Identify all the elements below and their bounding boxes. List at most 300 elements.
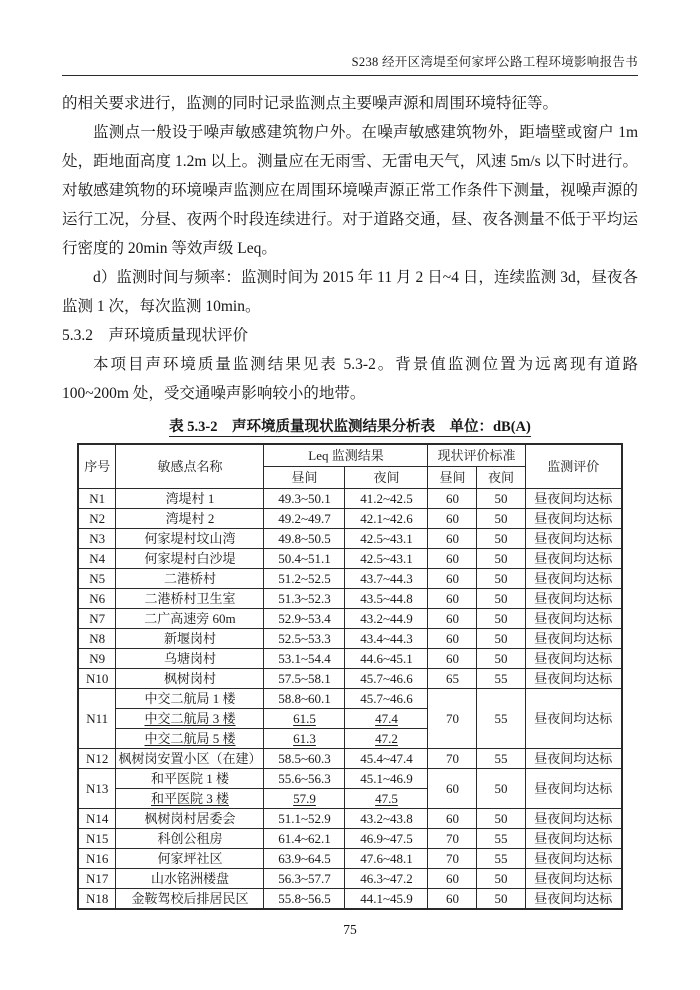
evaluation-cell bbox=[525, 488, 622, 508]
row-seq-cell-text: N3 bbox=[89, 530, 106, 546]
table-row bbox=[78, 828, 622, 848]
table-row bbox=[78, 608, 622, 628]
evaluation-cell bbox=[525, 808, 622, 828]
col-header-seq: 序号 bbox=[78, 444, 116, 488]
evaluation-cell bbox=[525, 548, 622, 568]
leq-day-cell-text: 61.5 bbox=[293, 710, 316, 726]
standard-night-cell bbox=[477, 888, 525, 909]
sensitive-point-cell bbox=[116, 848, 264, 868]
leq-night-cell bbox=[345, 728, 428, 748]
row-seq-cell-text: N1 bbox=[89, 490, 106, 506]
col-header-leq-day: 昼间 bbox=[264, 466, 345, 488]
row-seq-cell bbox=[78, 808, 116, 828]
sensitive-point-cell-text: 科创公租房 bbox=[157, 830, 223, 846]
leq-night-cell-text: 42.1~42.6 bbox=[360, 510, 413, 526]
standard-day-cell bbox=[428, 588, 477, 608]
row-seq-cell-text: N9 bbox=[89, 650, 106, 666]
standard-day-cell bbox=[428, 608, 477, 628]
leq-night-cell-text: 47.5 bbox=[375, 790, 398, 806]
table-row bbox=[78, 748, 622, 768]
standard-day-cell bbox=[428, 488, 477, 508]
evaluation-cell-text: 昼夜间均达标 bbox=[534, 570, 613, 586]
row-seq-cell bbox=[78, 628, 116, 648]
sensitive-point-cell-text: 中交二航局 5 楼 bbox=[144, 730, 236, 746]
sensitive-point-cell-text: 枫树岗村 bbox=[163, 670, 216, 686]
sensitive-point-cell-text: 中交二航局 1 楼 bbox=[144, 690, 236, 706]
sensitive-point-cell-text: 新堰岗村 bbox=[163, 630, 216, 646]
row-seq-cell-text: N12 bbox=[86, 750, 109, 766]
sensitive-point-cell bbox=[116, 628, 264, 648]
table-row bbox=[78, 888, 622, 909]
standard-night-cell-text: 50 bbox=[494, 650, 508, 666]
leq-day-cell-text: 51.2~52.5 bbox=[278, 570, 331, 586]
sensitive-point-cell bbox=[116, 868, 264, 888]
evaluation-cell-text: 昼夜间均达标 bbox=[534, 780, 613, 796]
leq-day-cell-text: 51.1~52.9 bbox=[278, 810, 331, 826]
sensitive-point-cell-text: 湾堤村 2 bbox=[165, 510, 215, 526]
sensitive-point-cell-text: 乌塘岗村 bbox=[163, 650, 216, 666]
sensitive-point-cell bbox=[116, 608, 264, 628]
noise-table-header bbox=[78, 444, 622, 488]
evaluation-cell bbox=[525, 768, 622, 808]
standard-day-cell bbox=[428, 888, 477, 909]
leq-night-cell-text: 46.9~47.5 bbox=[360, 830, 413, 846]
standard-night-cell-text: 50 bbox=[494, 530, 508, 546]
leq-night-cell-text: 42.5~43.1 bbox=[360, 530, 413, 546]
row-seq-cell bbox=[78, 748, 116, 768]
paragraph: 本项目声环境质量监测结果见表 5.3-2。背景值监测位置为远离现有道路 100~200m 处，受交通噪声影响较小的地带。 bbox=[62, 356, 638, 402]
leq-day-cell bbox=[264, 808, 345, 828]
evaluation-cell bbox=[525, 748, 622, 768]
page-number: 75 bbox=[343, 921, 357, 937]
evaluation-cell bbox=[525, 688, 622, 748]
standard-night-cell bbox=[477, 628, 525, 648]
sensitive-point-cell bbox=[116, 808, 264, 828]
sensitive-point-cell-text: 和平医院 1 楼 bbox=[150, 770, 229, 786]
table-row bbox=[78, 628, 622, 648]
noise-table-body bbox=[78, 488, 622, 909]
row-seq-cell-text: N18 bbox=[86, 890, 109, 906]
standard-night-cell bbox=[477, 868, 525, 888]
leq-day-cell bbox=[264, 548, 345, 568]
evaluation-cell bbox=[525, 668, 622, 688]
evaluation-cell-text: 昼夜间均达标 bbox=[534, 530, 613, 546]
leq-night-cell-text: 47.6~48.1 bbox=[360, 850, 413, 866]
row-seq-cell bbox=[78, 568, 116, 588]
sensitive-point-cell-text: 二港桥村 bbox=[163, 570, 216, 586]
standard-day-cell bbox=[428, 808, 477, 828]
sensitive-point-cell bbox=[116, 648, 264, 668]
leq-night-cell bbox=[345, 828, 428, 848]
noise-monitoring-table bbox=[77, 443, 623, 910]
leq-day-cell-text: 53.1~54.4 bbox=[278, 650, 331, 666]
evaluation-cell-text: 昼夜间均达标 bbox=[534, 870, 613, 886]
evaluation-cell-text: 昼夜间均达标 bbox=[534, 630, 613, 646]
leq-day-cell-text: 50.4~51.1 bbox=[278, 550, 331, 566]
row-seq-cell bbox=[78, 668, 116, 688]
leq-day-cell-text: 63.9~64.5 bbox=[278, 850, 331, 866]
table-row bbox=[78, 488, 622, 508]
sensitive-point-cell bbox=[116, 728, 264, 748]
leq-night-cell-text: 43.7~44.3 bbox=[360, 570, 413, 586]
standard-night-cell-text: 55 bbox=[494, 830, 508, 846]
standard-day-cell bbox=[428, 628, 477, 648]
sensitive-point-cell bbox=[116, 888, 264, 909]
sensitive-point-cell-text: 二港桥村卫生室 bbox=[144, 590, 236, 606]
table-row bbox=[78, 648, 622, 668]
evaluation-cell bbox=[525, 528, 622, 548]
standard-night-cell-text: 50 bbox=[494, 890, 508, 906]
standard-day-cell-text: 60 bbox=[445, 890, 459, 906]
leq-day-cell-text: 51.3~52.3 bbox=[278, 590, 331, 606]
body-text bbox=[62, 89, 638, 408]
standard-day-cell-text: 70 bbox=[445, 830, 459, 846]
leq-day-cell bbox=[264, 568, 345, 588]
leq-day-cell-text: 49.8~50.5 bbox=[278, 530, 331, 546]
table-row bbox=[78, 548, 622, 568]
leq-night-cell-text: 47.4 bbox=[375, 710, 398, 726]
standard-day-cell-text: 60 bbox=[445, 650, 459, 666]
leq-night-cell bbox=[345, 788, 428, 808]
standard-night-cell bbox=[477, 488, 525, 508]
leq-day-cell bbox=[264, 528, 345, 548]
row-seq-cell-text: N11 bbox=[86, 710, 109, 726]
standard-night-cell bbox=[477, 528, 525, 548]
row-seq-cell bbox=[78, 648, 116, 668]
standard-day-cell bbox=[428, 868, 477, 888]
table-row bbox=[78, 528, 622, 548]
standard-night-cell-text: 55 bbox=[494, 710, 508, 726]
leq-day-cell bbox=[264, 688, 345, 708]
evaluation-cell bbox=[525, 508, 622, 528]
sensitive-point-cell bbox=[116, 788, 264, 808]
leq-night-cell bbox=[345, 528, 428, 548]
evaluation-cell bbox=[525, 568, 622, 588]
leq-night-cell bbox=[345, 848, 428, 868]
leq-day-cell-text: 58.5~60.3 bbox=[278, 750, 331, 766]
table-row bbox=[78, 508, 622, 528]
row-seq-cell bbox=[78, 688, 116, 748]
evaluation-cell-text: 昼夜间均达标 bbox=[534, 590, 613, 606]
standard-night-cell-text: 55 bbox=[494, 670, 508, 686]
table-row bbox=[78, 688, 622, 708]
standard-day-cell-text: 70 bbox=[445, 710, 459, 726]
leq-day-cell bbox=[264, 768, 345, 788]
leq-night-cell bbox=[345, 768, 428, 788]
leq-day-cell bbox=[264, 628, 345, 648]
sensitive-point-cell bbox=[116, 588, 264, 608]
leq-night-cell-text: 43.2~44.9 bbox=[360, 610, 413, 626]
leq-night-cell-text: 41.2~42.5 bbox=[360, 490, 413, 506]
evaluation-cell-text: 昼夜间均达标 bbox=[534, 830, 613, 846]
evaluation-cell-text: 昼夜间均达标 bbox=[534, 650, 613, 666]
leq-night-cell-text: 45.1~46.9 bbox=[360, 770, 413, 786]
leq-night-cell-text: 47.2 bbox=[375, 730, 398, 746]
col-header-leq-group: Leq 监测结果 bbox=[264, 444, 428, 466]
row-seq-cell-text: N6 bbox=[89, 590, 106, 606]
evaluation-cell bbox=[525, 608, 622, 628]
row-seq-cell bbox=[78, 888, 116, 909]
leq-day-cell bbox=[264, 588, 345, 608]
leq-night-cell bbox=[345, 748, 428, 768]
evaluation-cell-text: 昼夜间均达标 bbox=[534, 890, 613, 906]
sensitive-point-cell-text: 中交二航局 3 楼 bbox=[144, 710, 236, 726]
table-title-text: 表 5.3-2 声环境质量现状监测结果分析表 单位：dB(A) bbox=[169, 419, 531, 435]
header-rule bbox=[62, 75, 638, 76]
running-header bbox=[62, 54, 638, 75]
leq-night-cell-text: 43.4~44.3 bbox=[360, 630, 413, 646]
sensitive-point-cell-text: 金鞍驾校后排居民区 bbox=[131, 890, 249, 906]
leq-night-cell bbox=[345, 708, 428, 728]
col-header-leq-night: 夜间 bbox=[345, 466, 428, 488]
standard-night-cell-text: 50 bbox=[494, 610, 508, 626]
leq-night-cell bbox=[345, 648, 428, 668]
leq-night-cell-text: 46.3~47.2 bbox=[360, 870, 413, 886]
standard-day-cell-text: 60 bbox=[445, 610, 459, 626]
standard-day-cell-text: 60 bbox=[445, 490, 459, 506]
leq-day-cell bbox=[264, 508, 345, 528]
sensitive-point-cell-text: 何家堤村白沙堤 bbox=[144, 550, 236, 566]
row-seq-cell bbox=[78, 768, 116, 808]
leq-night-cell-text: 44.1~45.9 bbox=[360, 890, 413, 906]
table-row bbox=[78, 848, 622, 868]
sensitive-point-cell bbox=[116, 828, 264, 848]
leq-day-cell-text: 52.5~53.3 bbox=[278, 630, 331, 646]
leq-night-cell-text: 44.6~45.1 bbox=[360, 650, 413, 666]
standard-night-cell-text: 50 bbox=[494, 550, 508, 566]
sensitive-point-cell bbox=[116, 748, 264, 768]
paragraph: d）监测时间与频率：监测时间为 2015 年 11 月 2 日~4 日，连续监测 3d，昼夜各监测 1 次，每次监测 10min。 bbox=[62, 269, 638, 315]
leq-night-cell-text: 43.2~43.8 bbox=[360, 810, 413, 826]
standard-night-cell bbox=[477, 828, 525, 848]
leq-day-cell bbox=[264, 748, 345, 768]
evaluation-cell-text: 昼夜间均达标 bbox=[534, 510, 613, 526]
standard-day-cell bbox=[428, 508, 477, 528]
paragraph: 的相关要求进行，监测的同时记录监测点主要噪声源和周围环境特征等。 bbox=[62, 95, 559, 112]
sensitive-point-cell-text: 和平医院 3 楼 bbox=[150, 790, 229, 806]
standard-day-cell-text: 60 bbox=[445, 780, 459, 796]
leq-day-cell bbox=[264, 788, 345, 808]
standard-day-cell-text: 60 bbox=[445, 590, 459, 606]
leq-night-cell bbox=[345, 668, 428, 688]
standard-night-cell-text: 50 bbox=[494, 490, 508, 506]
standard-day-cell-text: 60 bbox=[445, 550, 459, 566]
col-header-name: 敏感点名称 bbox=[116, 444, 264, 488]
leq-day-cell-text: 55.8~56.5 bbox=[278, 890, 331, 906]
header-row-1 bbox=[78, 444, 622, 466]
row-seq-cell-text: N8 bbox=[89, 630, 106, 646]
sensitive-point-cell-text: 山水铭洲楼盘 bbox=[150, 870, 229, 886]
standard-night-cell-text: 50 bbox=[494, 630, 508, 646]
leq-day-cell-text: 57.9 bbox=[293, 790, 316, 806]
evaluation-cell-text: 昼夜间均达标 bbox=[534, 710, 613, 726]
standard-night-cell-text: 50 bbox=[494, 570, 508, 586]
standard-day-cell-text: 60 bbox=[445, 810, 459, 826]
sensitive-point-cell-text: 何家坪社区 bbox=[157, 850, 223, 866]
leq-day-cell bbox=[264, 648, 345, 668]
row-seq-cell bbox=[78, 848, 116, 868]
evaluation-cell bbox=[525, 828, 622, 848]
standard-night-cell bbox=[477, 608, 525, 628]
sensitive-point-cell bbox=[116, 668, 264, 688]
row-seq-cell-text: N14 bbox=[86, 810, 109, 826]
table-row bbox=[78, 588, 622, 608]
sensitive-point-cell bbox=[116, 568, 264, 588]
standard-day-cell bbox=[428, 748, 477, 768]
leq-day-cell bbox=[264, 888, 345, 909]
col-header-std-night: 夜间 bbox=[477, 466, 525, 488]
leq-day-cell-text: 49.2~49.7 bbox=[278, 510, 331, 526]
running-header-title: S238 经开区湾堤至何家坪公路工程环境影响报告书 bbox=[351, 55, 638, 69]
standard-day-cell-text: 70 bbox=[445, 850, 459, 866]
standard-night-cell-text: 55 bbox=[494, 850, 508, 866]
evaluation-cell bbox=[525, 648, 622, 668]
row-seq-cell-text: N10 bbox=[86, 670, 109, 686]
standard-night-cell bbox=[477, 688, 525, 748]
row-seq-cell bbox=[78, 528, 116, 548]
evaluation-cell-text: 昼夜间均达标 bbox=[534, 810, 613, 826]
leq-day-cell bbox=[264, 868, 345, 888]
standard-day-cell bbox=[428, 828, 477, 848]
leq-day-cell bbox=[264, 848, 345, 868]
row-seq-cell bbox=[78, 508, 116, 528]
standard-night-cell bbox=[477, 668, 525, 688]
leq-day-cell-text: 58.8~60.1 bbox=[278, 690, 331, 706]
leq-day-cell bbox=[264, 668, 345, 688]
standard-night-cell bbox=[477, 768, 525, 808]
standard-night-cell-text: 50 bbox=[494, 590, 508, 606]
leq-night-cell bbox=[345, 688, 428, 708]
standard-night-cell bbox=[477, 508, 525, 528]
row-seq-cell bbox=[78, 828, 116, 848]
standard-day-cell bbox=[428, 688, 477, 748]
table-row bbox=[78, 768, 622, 788]
leq-night-cell bbox=[345, 548, 428, 568]
standard-night-cell-text: 50 bbox=[494, 510, 508, 526]
table-row bbox=[78, 868, 622, 888]
standard-day-cell bbox=[428, 648, 477, 668]
leq-night-cell bbox=[345, 488, 428, 508]
leq-day-cell-text: 61.4~62.1 bbox=[278, 830, 331, 846]
col-header-std-day: 昼间 bbox=[428, 466, 477, 488]
paragraph: 监测点一般设于噪声敏感建筑物户外。在噪声敏感建筑物外，距墙壁或窗户 1m 处，距地面高度 1.2m 以上。测量应在无雨雪、无雷电天气，风速 5m/s 以下时进行。对敏感建筑物的环境噪声监测应在周围环境噪声源正常工作条件下测量，视噪声源的运行工况，分昼、夜两个时段连续进行。对于道路交通，昼、夜各测量不低于平均运行密度的 20min 等效声级 Leq。 bbox=[62, 124, 638, 257]
row-seq-cell bbox=[78, 588, 116, 608]
row-seq-cell bbox=[78, 608, 116, 628]
leq-day-cell-text: 49.3~50.1 bbox=[278, 490, 331, 506]
table-row bbox=[78, 668, 622, 688]
row-seq-cell bbox=[78, 548, 116, 568]
standard-day-cell bbox=[428, 768, 477, 808]
sensitive-point-cell bbox=[116, 528, 264, 548]
table-row bbox=[78, 808, 622, 828]
standard-day-cell-text: 70 bbox=[445, 750, 459, 766]
sensitive-point-cell bbox=[116, 708, 264, 728]
leq-night-cell-text: 45.7~46.6 bbox=[360, 690, 413, 706]
leq-night-cell bbox=[345, 628, 428, 648]
leq-night-cell-text: 45.4~47.4 bbox=[360, 750, 413, 766]
evaluation-cell bbox=[525, 888, 622, 909]
standard-day-cell-text: 60 bbox=[445, 570, 459, 586]
sensitive-point-cell-text: 何家堤村坟山湾 bbox=[144, 530, 236, 546]
row-seq-cell-text: N4 bbox=[89, 550, 106, 566]
standard-night-cell bbox=[477, 808, 525, 828]
sensitive-point-cell bbox=[116, 768, 264, 788]
col-header-eval: 监测评价 bbox=[525, 444, 622, 488]
standard-night-cell bbox=[477, 748, 525, 768]
sensitive-point-cell bbox=[116, 548, 264, 568]
leq-night-cell bbox=[345, 888, 428, 909]
leq-night-cell bbox=[345, 808, 428, 828]
standard-day-cell-text: 60 bbox=[445, 530, 459, 546]
leq-night-cell bbox=[345, 608, 428, 628]
standard-day-cell bbox=[428, 528, 477, 548]
standard-night-cell bbox=[477, 588, 525, 608]
row-seq-cell-text: N16 bbox=[86, 850, 109, 866]
evaluation-cell-text: 昼夜间均达标 bbox=[534, 670, 613, 686]
leq-night-cell-text: 45.7~46.6 bbox=[360, 670, 413, 686]
leq-day-cell-text: 56.3~57.7 bbox=[278, 870, 331, 886]
leq-night-cell bbox=[345, 568, 428, 588]
row-seq-cell-text: N15 bbox=[86, 830, 109, 846]
sensitive-point-cell bbox=[116, 508, 264, 528]
standard-day-cell bbox=[428, 568, 477, 588]
leq-night-cell-text: 43.5~44.8 bbox=[360, 590, 413, 606]
standard-day-cell bbox=[428, 548, 477, 568]
standard-day-cell-text: 60 bbox=[445, 870, 459, 886]
row-seq-cell-text: N17 bbox=[86, 870, 109, 886]
leq-night-cell bbox=[345, 508, 428, 528]
leq-day-cell-text: 57.5~58.1 bbox=[278, 670, 331, 686]
standard-night-cell bbox=[477, 548, 525, 568]
standard-night-cell-text: 50 bbox=[494, 810, 508, 826]
evaluation-cell-text: 昼夜间均达标 bbox=[534, 610, 613, 626]
standard-night-cell-text: 50 bbox=[494, 870, 508, 886]
standard-night-cell bbox=[477, 568, 525, 588]
evaluation-cell bbox=[525, 848, 622, 868]
evaluation-cell bbox=[525, 588, 622, 608]
col-header-std-group: 现状评价标准 bbox=[428, 444, 525, 466]
evaluation-cell-text: 昼夜间均达标 bbox=[534, 750, 613, 766]
standard-night-cell bbox=[477, 848, 525, 868]
row-seq-cell bbox=[78, 488, 116, 508]
standard-day-cell bbox=[428, 848, 477, 868]
sensitive-point-cell-text: 枫树岗安置小区（在建） bbox=[118, 750, 262, 766]
leq-night-cell bbox=[345, 868, 428, 888]
evaluation-cell-text: 昼夜间均达标 bbox=[534, 550, 613, 566]
row-seq-cell-text: N5 bbox=[89, 570, 106, 586]
table-row bbox=[78, 568, 622, 588]
sensitive-point-cell bbox=[116, 488, 264, 508]
sensitive-point-cell-text: 枫树岗村居委会 bbox=[144, 810, 236, 826]
standard-day-cell-text: 60 bbox=[445, 630, 459, 646]
sensitive-point-cell-text: 湾堤村 1 bbox=[165, 490, 215, 506]
leq-day-cell bbox=[264, 608, 345, 628]
leq-day-cell bbox=[264, 488, 345, 508]
evaluation-cell bbox=[525, 628, 622, 648]
standard-night-cell-text: 50 bbox=[494, 780, 508, 796]
sensitive-point-cell bbox=[116, 688, 264, 708]
leq-day-cell bbox=[264, 828, 345, 848]
leq-day-cell bbox=[264, 708, 345, 728]
row-seq-cell-text: N13 bbox=[86, 780, 109, 796]
evaluation-cell-text: 昼夜间均达标 bbox=[534, 850, 613, 866]
leq-day-cell-text: 61.3 bbox=[293, 730, 316, 746]
leq-day-cell bbox=[264, 728, 345, 748]
standard-night-cell bbox=[477, 648, 525, 668]
row-seq-cell-text: N2 bbox=[89, 510, 106, 526]
leq-day-cell-text: 55.6~56.3 bbox=[278, 770, 331, 786]
table-title bbox=[62, 415, 638, 436]
